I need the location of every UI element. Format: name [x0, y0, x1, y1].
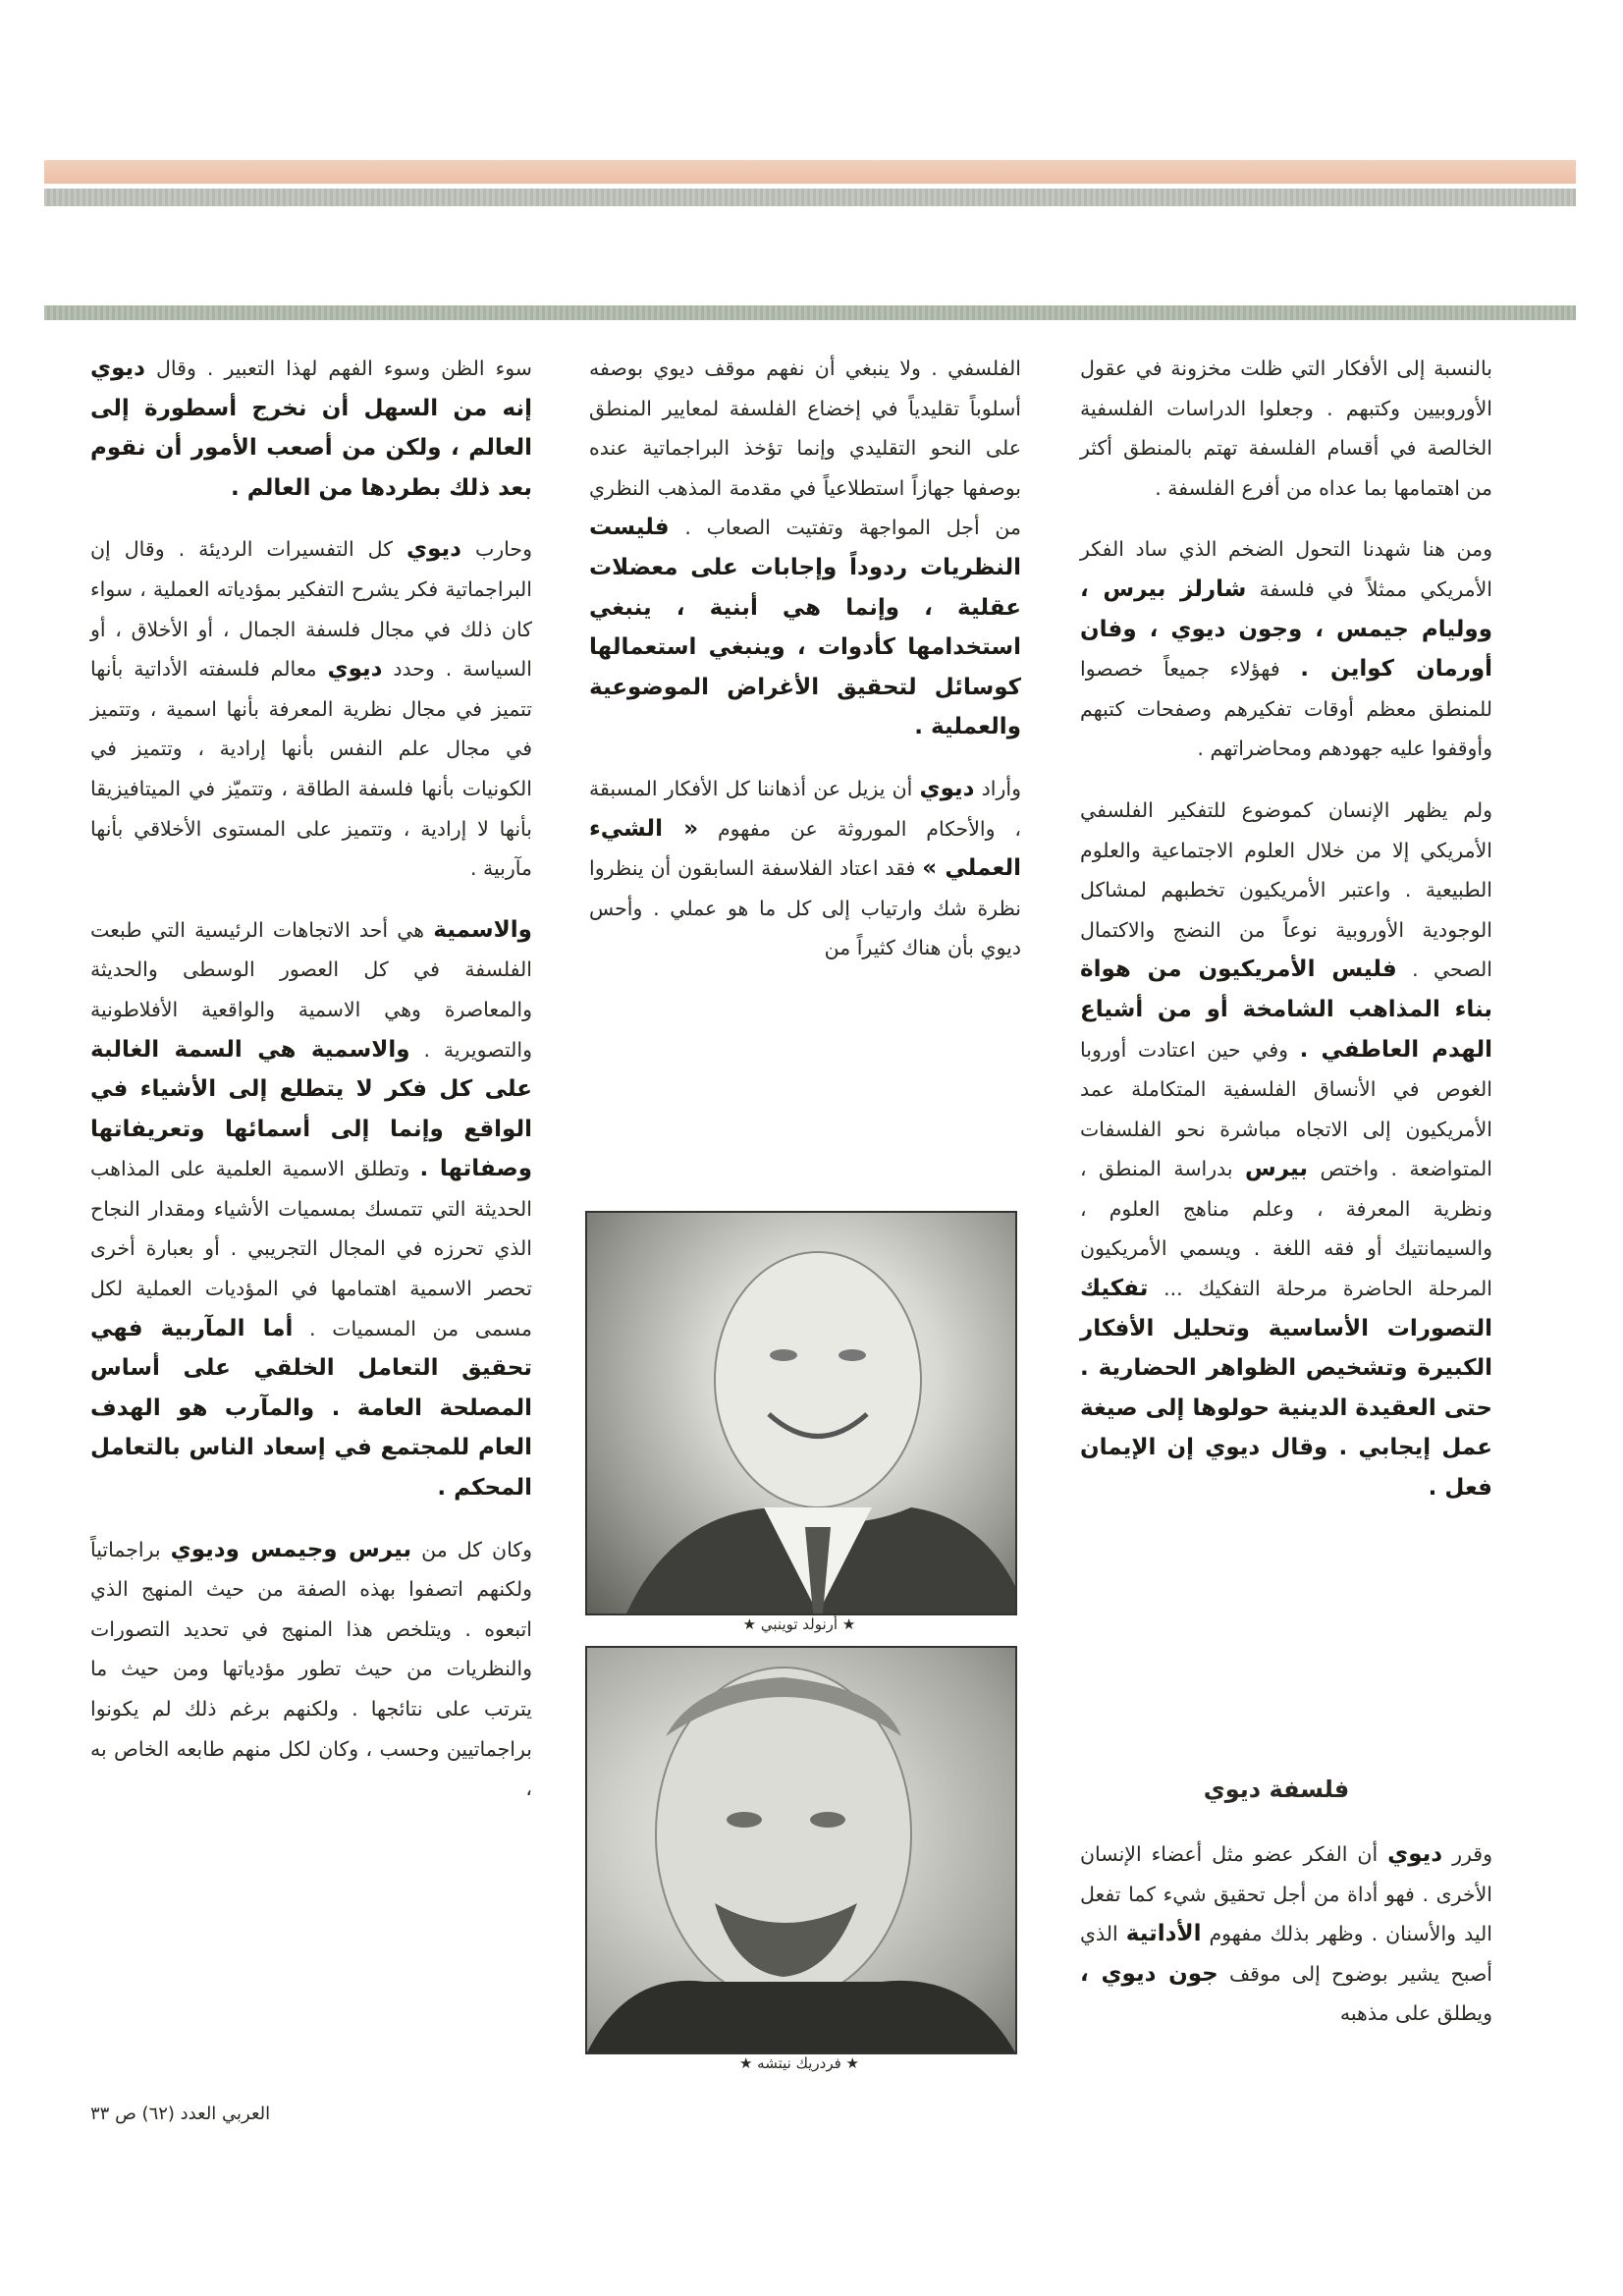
bold-text: بيرس وجيمس وديوي	[170, 1536, 412, 1562]
header-band-bottom	[44, 305, 1576, 320]
photo-caption: ★ فردريك نيتشه ★	[738, 2054, 860, 2072]
bold-text: جون ديوي ،	[1080, 1960, 1218, 1987]
paragraph: وحارب ديوي كل التفسيرات الرديئة . وقال إن البراجماتية فكر يشرح التفكير بمؤدياته العملية ، سواء كان ذلك في مجال فلسفة الجمال ، أو الأخلاق ، أو السياسة . وحدد ديوي معالم فلسفته الأداتية بأنها تتميز في مجال نظرية المعرفة بأنها اسمية ، وتتميز في مجال علم النفس بأنها إرادية ، وتتميز في الكونيات بأنها فلسفة الطاقة ، وتتميّز في الميتافيزيقا بأنها لا إرادية ، وتتميز على المستوى الأخلاقي بأنها مآربية .	[90, 536, 532, 881]
paragraph: وقرر ديوي أن الفكر عضو مثل أعضاء الإنسان الأخرى . فهو أداة من أجل تحقيق شيء كما تفعل اليد والأسنان . وظهر بذلك مفهوم الأداتية الذي أصبح يشير بوضوح إلى موقف جون ديوي ، ويطلق على مذهبه	[1080, 1841, 1492, 2026]
portrait-photo-nietzsche	[585, 1646, 1017, 2054]
paragraph: والاسمية هي أحد الاتجاهات الرئيسية التي طبعت الفلسفة في كل العصور الوسطى والحديثة والمعاصرة وهي الاسمية والواقعية الأفلاطونية والتصويرية . والاسمية هي السمة الغالبة على كل فكر لا يتطلع إلى الأشياء في الواقع وإنما إلى أسمائها وتعريفاتها وصفاتها . وتطلق الاسمية العلمية على المذاهب الحديثة التي تتمسك بمسميات الأشياء ومقدار النجاح الذي تحرزه في المجال التجريبي . أو بعبارة أخرى تحصر الاسمية اهتمامها في المؤديات العملية لكل مسمى من المسميات . أما المآربية فهي تحقيق التعامل الخلقي على أساس المصلحة العامة . والمآرب هو الهدف العام للمجتمع في إسعاد الناس بالتعامل المحكم .	[90, 916, 532, 1502]
paragraph: ولم يظهر الإنسان كموضوع للتفكير الفلسفي الأمريكي إلا من خلال العلوم الاجتماعية والعلوم الطبيعية . واعتبر الأمريكيون تخطبهم لمشاكل الوجودية الأوروبية نوعاً من النضج والاكتمال الصحي . فليس الأمريكيون من هواة بناء المذاهب الشامخة أو من أشياع الهدم العاطفي . وفي حين اعتادت أوروبا الغوص في الأنساق الفلسفية المتكاملة عمد الأمريكيون إلى الاتجاه مباشرة نحو الفلسفات المتواضعة . واختص بيرس بدراسة المنطق ، ونظرية المعرفة ، وعلم مناهج العلوم ، والسيمانتيك أو فقه اللغة . ويسمي الأمريكيون المرحلة الحاضرة مرحلة التفكيك ... تفكيك التصورات الأساسية وتحليل الأفكار الكبيرة وتشخيص الظواهر الحضارية . حتى العقيدة الدينية حولوها إلى صيغة عمل إيجابي . وقال ديوي إن الإيمان فعل .	[1080, 797, 1492, 1502]
section-heading: فلسفة ديوي	[1203, 1776, 1350, 1803]
bold-text: ديوي	[1387, 1841, 1443, 1867]
column-left	[90, 349, 532, 1831]
bold-text: بيرس	[1245, 1156, 1309, 1182]
paragraph: بالنسبة إلى الأفكار التي ظلت مخزونة في عقول الأوروبيين وكتبهم . وجعلوا الدراسات الفلسفية الخالصة في أقسام الفلسفة تهتم بالمنطق أكثر من اهتمامها بما عداه من أفرع الفلسفة .	[1080, 356, 1492, 500]
paragraph: سوء الظن وسوء الفهم لهذا التعبير . وقال ديوي إنه من السهل أن نخرج أسطورة إلى العالم ، ولكن من أصعب الأمور أن نقوم بعد ذلك بطردها من العالم .	[90, 355, 532, 501]
bold-text: والاسمية	[433, 916, 532, 943]
bold-text: فليست النظريات ردوداً وإجابات على معضلات عقلية ، وإنما هي أبنية ، ينبغي استخدامها كأدوات ، وينبغي استعمالها كوسائل لتحقيق الأغراض الموضوعية والعملية .	[589, 515, 1021, 740]
header-band-peach	[44, 160, 1576, 184]
bold-text: الأداتية	[1125, 1921, 1202, 1947]
photo-caption: ★ أرنولد توينبي ★	[742, 1615, 856, 1633]
portrait-figure	[587, 1648, 1015, 2052]
bold-text: تفكيك التصورات الأساسية وتحليل الأفكار الكبيرة وتشخيص الظواهر الحضارية . حتى العقيدة الدينية حولوها إلى صيغة عمل إيجابي . وقال ديوي إن الإيمان فعل .	[1080, 1276, 1492, 1502]
page-footer: العربي العدد (٦٢) ص ٣٣	[90, 2104, 271, 2124]
paragraph: الفلسفي . ولا ينبغي أن نفهم موقف ديوي بوصفه أسلوباً تقليدياً في إخضاع الفلسفة لمعايير المنطق على النحو التقليدي وإنما تؤخذ البراجماتية عنده بوصفها جهازاً استطلاعياً في مقدمة المذهب النظري من أجل المواجهة وتفتيت الصعاب . فليست النظريات ردوداً وإجابات على معضلات عقلية ، وإنما هي أبنية ، ينبغي استخدامها كأدوات ، وينبغي استعمالها كوسائل لتحقيق الأغراض الموضوعية والعملية .	[589, 356, 1021, 740]
header-band-gray	[44, 189, 1576, 206]
bold-text: والاسمية هي السمة الغالبة على كل فكر لا يتطلع إلى الأشياء في الواقع وإنما إلى أسمائها وتعريفاتها وصفاتها .	[90, 1036, 532, 1182]
bold-text: ديوي	[327, 656, 383, 683]
bold-text: ديوي	[406, 536, 461, 563]
bold-text: ديوي إنه من السهل أن نخرج أسطورة إلى العالم ، ولكن من أصعب الأمور أن نقوم بعد ذلك بطردها من العالم .	[90, 355, 532, 501]
paragraph: ومن هنا شهدنا التحول الضخم الذي ساد الفكر الأمريكي ممثلاً في فلسفة شارلز بيرس ، ووليام جيمس ، وجون ديوي ، وفان أورمان كواين . فهؤلاء جميعاً خصصوا للمنطق معظم أوقات تفكيرهم وصفحات كتبهم وأوقفوا عليه جهودهم ومحاضراتهم .	[1080, 537, 1493, 761]
bold-text: ديوي	[919, 775, 975, 801]
column-right-lower	[1080, 1834, 1492, 2055]
bold-text: أما المآربية فهي تحقيق التعامل الخلقي على أساس المصلحة العامة . والمآرب هو الهدف العام للمجتمع في إسعاد الناس بالتعامل المحكم .	[90, 1315, 532, 1502]
bold-text: « الشيء العملي »	[589, 815, 1021, 882]
portrait-photo-toynbee	[585, 1211, 1017, 1615]
bold-text: فليس الأمريكيون من هواة بناء المذاهب الشامخة أو من أشياع الهدم العاطفي .	[1080, 957, 1492, 1063]
bold-text: شارلز بيرس ، ووليام جيمس ، وجون ديوي ، وفان أورمان كواين .	[1080, 575, 1492, 683]
column-right	[1080, 349, 1492, 1530]
paragraph: وأراد ديوي أن يزيل عن أذهاننا كل الأفكار المسبقة ، والأحكام الموروثة عن مفهوم « الشيء العملي » فقد اعتاد الفلاسفة السابقون أن ينظروا نظرة شك وارتياب إلى كل ما هو عملي . وأحس ديوي بأن هناك كثيراً من	[589, 775, 1021, 960]
paragraph: وكان كل من بيرس وجيمس وديوي براجماتياً ولكنهم اتصفوا بهذه الصفة من حيث المنهج الذي اتبعوه . ويتلخص هذا المنهج في تحديد التصورات والنظريات من حيث تطور مؤدياتها ومن حيث ما يترتب على نتائجها . ولكنهم برغم ذلك لم يكونوا براجماتيين وحسب ، وكان لكل منهم طابعه الخاص به ،	[90, 1536, 532, 1801]
portrait-figure	[587, 1213, 1015, 1613]
column-middle	[589, 349, 1021, 990]
